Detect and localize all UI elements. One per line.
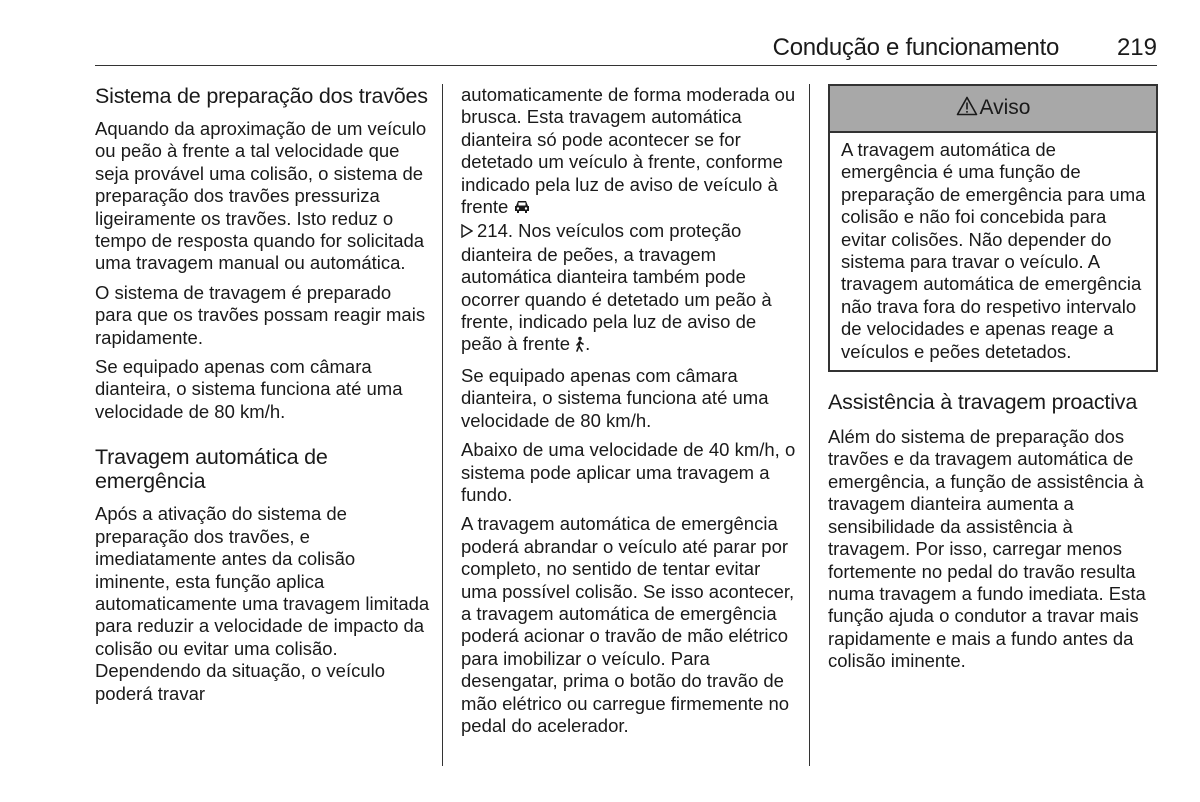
text-run: . xyxy=(585,333,591,355)
column-right xyxy=(828,84,1158,680)
page-reference[interactable]: 214 xyxy=(477,220,508,242)
text-run: automaticamente de forma moderada ou brusca. Esta travagem automática dianteira só pode acontecer se for detetado um veículo à frente, conforme indicado pela luz de aviso de veículo à frente xyxy=(461,84,796,218)
section-title-emergency-braking: Travagem automática de emergência xyxy=(95,445,328,494)
section-title-brake-preparation: Sistema de preparação dos travões xyxy=(95,84,428,108)
warning-title: Aviso xyxy=(979,96,1031,120)
page-header xyxy=(95,30,1157,66)
paragraph: Além do sistema de preparação dos travões e da travagem automática de emergência, a função de assistência à travagem dianteira aumenta a sensibilidade da assistência à travagem. Por isso, carregar menos fortemente no pedal do travão resulta numa travagem a fundo imediata. Esta função ajuda o condutor a travar mais rapidamente e mais a fundo antes da colisão iminente. xyxy=(828,426,1146,672)
page-number: 219 xyxy=(1116,34,1157,61)
paragraph: Se equipado apenas com câmara dianteira, o sistema funciona até uma velocidade de 80 km/h. xyxy=(461,364,769,431)
warning-text: A travagem automática de emergência é uma função de preparação de emergência para uma colisão e não foi concebida para evitar colisões. Não depender do sistema para travar o veículo. A travagem automática de emergência não trava fora do respetivo intervalo de velocidades e apenas reage a veículos e peões detetados. xyxy=(841,139,1146,362)
column-middle xyxy=(461,84,796,744)
paragraph xyxy=(461,84,796,358)
paragraph: Após a ativação do sistema de preparação dos travões, e imediatamente antes da colisão iminente, esta função aplica automaticamente uma travagem limitada para reduzir a velocidade de impacto da colisão ou evitar uma colisão. Dependendo da situação, o veículo poderá travar xyxy=(95,503,430,704)
column-divider xyxy=(809,84,810,766)
warning-header xyxy=(830,86,1156,133)
text-run: . Nos veículos com proteção dianteira de peões, a travagem automática dianteira também pode ocorrer quando é detetado um peão à frente, indicado pela luz de aviso de peão à frente xyxy=(461,220,772,355)
warning-box xyxy=(828,84,1158,372)
paragraph: Se equipado apenas com câmara dianteira, o sistema funciona até uma velocidade de 80 km/h. xyxy=(95,356,403,422)
column-left xyxy=(95,84,430,712)
paragraph: Aquando da aproximação de um veículo ou peão à frente a tal velocidade que seja provável uma colisão, o sistema de preparação dos travões pressuriza ligeiramente os travões. Isto reduz o tempo de resposta quando for solicitada uma travagem manual ou automática. xyxy=(95,118,427,274)
paragraph: A travagem automática de emergência poderá abrandar o veículo até parar por completo, no sentido de tentar evitar uma possível colisão. Se isso acontecer, a travagem automática de emergência poderá acionar o travão de mão elétrico para imobilizar o veículo. Para desengatar, prima o botão do travão de mão elétrico ou carregue firmemente no pedal do acelerador. xyxy=(461,513,795,736)
reference-arrow-icon xyxy=(461,221,473,243)
pedestrian-icon xyxy=(575,335,585,357)
paragraph: Abaixo de uma velocidade de 40 km/h, o sistema pode aplicar uma travagem a fundo. xyxy=(461,439,796,505)
section-title-proactive-braking: Assistência à travagem proactiva xyxy=(828,390,1138,415)
header-title: Condução e funcionamento xyxy=(772,34,1059,61)
vehicle-ahead-icon xyxy=(513,198,531,220)
warning-triangle-icon xyxy=(956,96,980,121)
column-divider xyxy=(442,84,443,766)
paragraph: O sistema de travagem é preparado para que os travões possam reagir mais rapidamente. xyxy=(95,281,426,348)
